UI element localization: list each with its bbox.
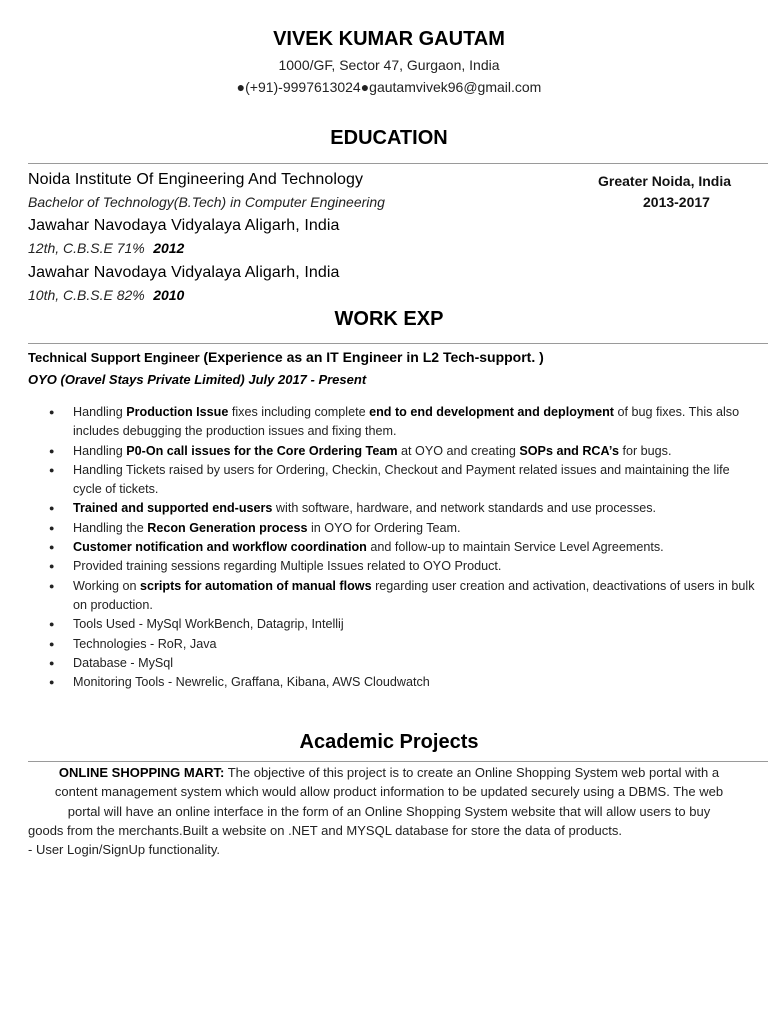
responsibility-item: ● Customer notification and workflow coordination and follow-up to maintain Service Level Agreements.: [28, 538, 758, 557]
project-line: goods from the merchants.Built a website on .NET and MYSQL database for store the data of products.: [28, 822, 622, 838]
education-detail: 10th, C.B.S.E 82%: [28, 287, 145, 303]
responsibility-item: ● Monitoring Tools - Newrelic, Graffana, Kibana, AWS Cloudwatch: [28, 673, 758, 692]
project-line: portal will have an online interface in the form of an Online Shopping System website that will allow users to buy: [67, 803, 711, 819]
education-years: 2013-2017: [643, 194, 710, 210]
project-line: - User Login/SignUp functionality.: [28, 842, 220, 858]
responsibility-item: ● Database - MySql: [28, 654, 758, 673]
emphasis-text: P0-On call issues for the Core Ordering Team: [126, 443, 398, 458]
job-title-row: [28, 349, 544, 365]
responsibility-item: ● Handling Production Issue fixes including complete end to end development and deployment of bug fixes. This also includes debugging the production issues and fixing them.: [28, 403, 758, 442]
project-line: content management system which would allow product information to be updated securely using a DBMS. The web: [54, 784, 724, 800]
education-entry: [28, 171, 768, 189]
candidate-name: VIVEK KUMAR GAUTAM: [273, 28, 505, 50]
emphasis-text: Recon Generation process: [147, 520, 308, 535]
education-detail-row: [28, 287, 768, 305]
projects-divider: [28, 761, 768, 762]
projects-heading: Academic Projects: [299, 731, 479, 753]
responsibility-item: ● Handling P0-On call issues for the Core Ordering Team at OYO and creating SOPs and RCA’s for bugs.: [28, 442, 758, 461]
institution-location: Greater Noida, India: [598, 173, 732, 189]
education-divider: [28, 163, 768, 164]
emphasis-text: Trained and supported end-users: [73, 501, 273, 516]
institution-name: Jawahar Navodaya Vidyalaya Aligarh, India: [28, 217, 340, 234]
work-heading: WORK EXP: [334, 308, 444, 330]
responsibility-item: ● Handling the Recon Generation process in OYO for Ordering Team.: [28, 519, 758, 538]
emphasis-text: SOPs and RCA’s: [519, 443, 619, 458]
responsibility-item: ● Trained and supported end-users with software, hardware, and network standards and use processes.: [28, 499, 758, 518]
work-divider: [28, 343, 768, 344]
education-heading: EDUCATION: [330, 127, 448, 149]
contact-info: ●(+91)-9997613024●gautamvivek96@gmail.com: [236, 79, 542, 95]
address: 1000/GF, Sector 47, Gurgaon, India: [278, 57, 500, 73]
education-detail: 12th, C.B.S.E 71%: [28, 240, 145, 256]
institution-name: Noida Institute Of Engineering And Technology: [28, 171, 364, 188]
emphasis-text: Customer notification and workflow coordination: [73, 540, 367, 555]
responsibility-list: [28, 403, 758, 692]
job-role: Technical Support Engineer: [28, 350, 200, 365]
project-description: [28, 763, 750, 859]
emphasis-text: scripts for automation of manual flows: [139, 578, 372, 593]
job-role-detail: (Experience as an IT Engineer in L2 Tech-support. ): [203, 349, 544, 365]
project-line: The objective of this project is to create an Online Shopping System web portal with a: [224, 765, 720, 780]
education-detail-row: [28, 240, 768, 258]
responsibility-item: ● Handling Tickets raised by users for Ordering, Checkin, Checkout and Payment related issues and maintaining the life cycle of tickets.: [28, 461, 758, 500]
degree-detail: Bachelor of Technology(B.Tech) in Computer Engineering: [28, 194, 385, 210]
education-entry: [28, 264, 768, 282]
education-detail-row: [28, 194, 768, 212]
company-line: OYO (Oravel Stays Private Limited) July 2017 - Present: [28, 372, 367, 387]
education-entry: [28, 217, 768, 235]
responsibility-item: ● Technologies - RoR, Java: [28, 635, 758, 654]
responsibility-item: ● Provided training sessions regarding Multiple Issues related to OYO Product.: [28, 557, 758, 576]
responsibility-item: ● Tools Used - MySql WorkBench, Datagrip, Intellij: [28, 615, 758, 634]
project-name: ONLINE SHOPPING MART:: [58, 765, 225, 780]
institution-name: Jawahar Navodaya Vidyalaya Aligarh, India: [28, 264, 340, 281]
emphasis-text: end to end development and deployment: [369, 405, 614, 419]
education-year: 2010: [153, 287, 185, 303]
emphasis-text: Production Issue: [126, 405, 229, 419]
education-year: 2012: [153, 240, 185, 256]
responsibility-item: ● Working on scripts for automation of manual flows regarding user creation and activation, deactivations of users in bulk on production.: [28, 577, 758, 616]
